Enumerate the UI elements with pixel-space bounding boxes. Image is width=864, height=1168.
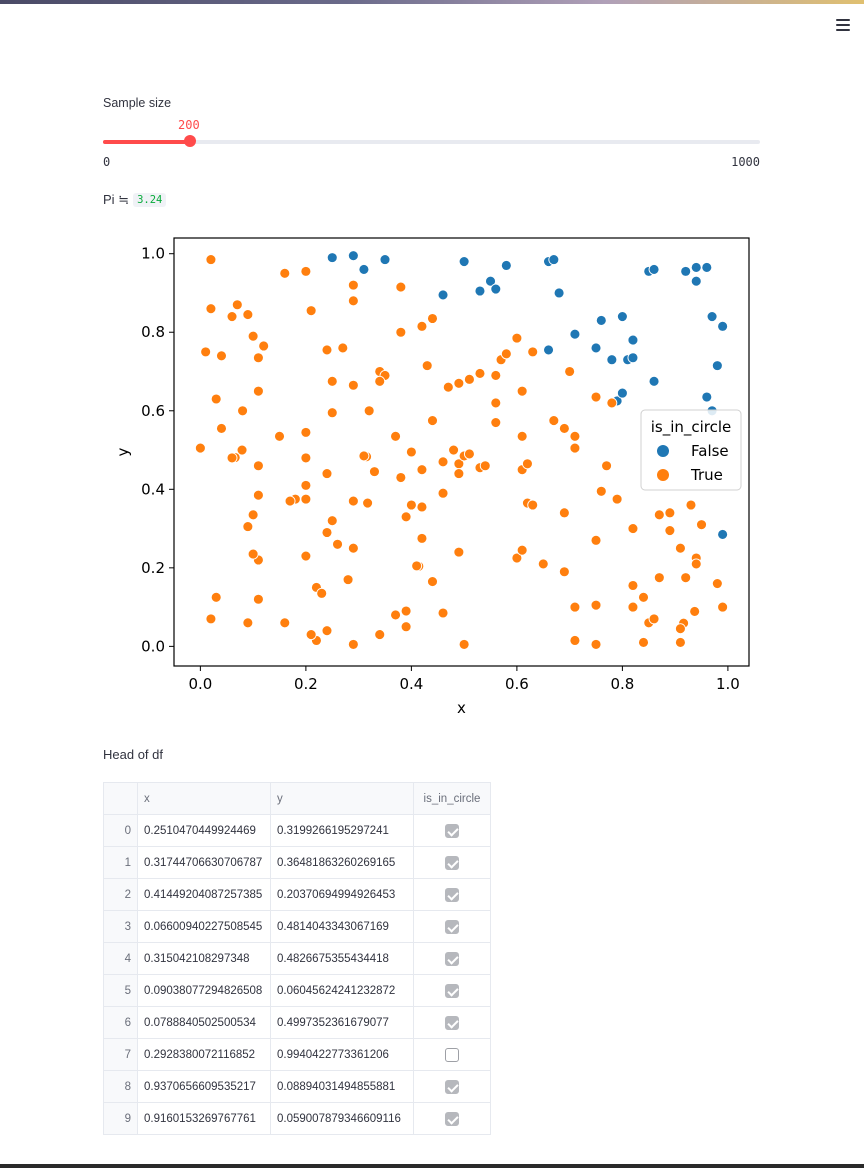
- row-index-cell: 3: [104, 911, 138, 943]
- data-point-true: [301, 427, 311, 437]
- data-point-true: [464, 449, 474, 459]
- data-point-true: [443, 382, 453, 392]
- sample-size-slider[interactable]: [103, 140, 760, 144]
- data-point-true: [570, 635, 580, 645]
- table-row[interactable]: [104, 815, 491, 847]
- data-point-true: [570, 443, 580, 453]
- checkbox-checked-icon: [445, 1016, 459, 1030]
- data-point-true: [301, 480, 311, 490]
- checkbox-checked-icon: [445, 856, 459, 870]
- y-axis-label: y: [114, 447, 132, 457]
- slider-fill: [103, 140, 190, 144]
- table-row[interactable]: [104, 1007, 491, 1039]
- hamburger-icon: [836, 29, 850, 31]
- data-point-false: [327, 253, 337, 263]
- data-point-false: [702, 262, 712, 272]
- data-point-true: [591, 600, 601, 610]
- data-point-false: [702, 392, 712, 402]
- data-point-true: [464, 374, 474, 384]
- data-point-false: [459, 257, 469, 267]
- data-point-false: [348, 251, 358, 261]
- data-point-true: [422, 361, 432, 371]
- data-point-true: [570, 431, 580, 441]
- data-point-true: [406, 500, 416, 510]
- data-point-false: [617, 388, 627, 398]
- data-point-true: [559, 508, 569, 518]
- data-point-true: [675, 637, 685, 647]
- is-in-circle-cell: [414, 911, 491, 943]
- column-header-index: [104, 783, 138, 815]
- checkbox-checked-icon: [445, 824, 459, 838]
- data-point-true: [559, 423, 569, 433]
- data-point-true: [638, 637, 648, 647]
- y-cell: 0.36481863260269165: [271, 847, 414, 879]
- data-point-true: [549, 416, 559, 426]
- x-tick-label: 1.0: [715, 675, 740, 693]
- data-point-true: [211, 394, 221, 404]
- is-in-circle-cell: [414, 1007, 491, 1039]
- data-point-true: [333, 539, 343, 549]
- data-point-true: [359, 451, 369, 461]
- x-cell: 0.2928380072116852: [138, 1039, 271, 1071]
- data-point-true: [253, 386, 263, 396]
- x-tick-label: 0.4: [399, 675, 424, 693]
- x-tick-label: 0.6: [504, 675, 529, 693]
- data-point-true: [417, 502, 427, 512]
- data-point-true: [396, 282, 406, 292]
- data-point-false: [649, 376, 659, 386]
- data-point-true: [501, 349, 511, 359]
- data-point-false: [628, 353, 638, 363]
- data-point-true: [438, 608, 448, 618]
- table-row[interactable]: [104, 1071, 491, 1103]
- data-point-true: [491, 398, 501, 408]
- data-point-true: [517, 431, 527, 441]
- data-point-true: [216, 423, 226, 433]
- data-point-false: [718, 529, 728, 539]
- window-bottom-edge: [0, 1164, 864, 1168]
- data-point-true: [216, 351, 226, 361]
- data-point-false: [475, 286, 485, 296]
- data-point-true: [232, 300, 242, 310]
- data-point-true: [348, 296, 358, 306]
- data-point-false: [691, 262, 701, 272]
- y-cell: 0.4997352361679077: [271, 1007, 414, 1039]
- data-point-true: [211, 592, 221, 602]
- scatter-chart: [100, 222, 770, 732]
- data-point-true: [327, 408, 337, 418]
- data-point-true: [697, 520, 707, 530]
- x-cell: 0.41449204087257385: [138, 879, 271, 911]
- df-title: Head of df: [103, 747, 163, 762]
- data-point-true: [649, 614, 659, 624]
- data-point-true: [206, 614, 216, 624]
- data-point-true: [391, 610, 401, 620]
- data-point-false: [596, 315, 606, 325]
- data-point-true: [275, 431, 285, 441]
- data-point-true: [206, 304, 216, 314]
- data-point-true: [253, 461, 263, 471]
- data-point-true: [253, 594, 263, 604]
- table-row[interactable]: [104, 847, 491, 879]
- data-point-true: [348, 280, 358, 290]
- data-point-true: [322, 469, 332, 479]
- data-point-true: [259, 341, 269, 351]
- data-point-true: [285, 496, 295, 506]
- y-tick-label: 0.6: [141, 401, 165, 420]
- x-axis-label: x: [457, 699, 466, 717]
- data-point-true: [406, 447, 416, 457]
- data-point-true: [522, 459, 532, 469]
- checkbox-checked-icon: [445, 1080, 459, 1094]
- data-point-true: [454, 469, 464, 479]
- data-point-false: [707, 312, 717, 322]
- y-cell: 0.4814043343067169: [271, 911, 414, 943]
- data-point-true: [396, 327, 406, 337]
- data-point-true: [280, 618, 290, 628]
- y-cell: 0.9940422773361206: [271, 1039, 414, 1071]
- data-point-true: [454, 378, 464, 388]
- pi-estimate: [103, 192, 166, 208]
- data-point-true: [665, 508, 675, 518]
- legend-marker-true: [657, 469, 669, 481]
- data-point-true: [654, 510, 664, 520]
- data-point-true: [364, 406, 374, 416]
- data-point-false: [491, 284, 501, 294]
- y-cell: 0.4826675355434418: [271, 943, 414, 975]
- is-in-circle-cell: [414, 943, 491, 975]
- data-point-false: [628, 335, 638, 345]
- top-decoration-bar: [0, 0, 864, 4]
- y-cell: 0.059007879346609116: [271, 1103, 414, 1135]
- data-point-true: [718, 602, 728, 612]
- data-point-true: [306, 306, 316, 316]
- checkbox-checked-icon: [445, 984, 459, 998]
- y-tick-label: 0.8: [141, 323, 165, 342]
- is-in-circle-cell: [414, 879, 491, 911]
- row-index-cell: 9: [104, 1103, 138, 1135]
- data-point-true: [401, 606, 411, 616]
- data-point-true: [227, 312, 237, 322]
- data-point-true: [675, 624, 685, 634]
- data-point-false: [549, 255, 559, 265]
- data-point-false: [607, 355, 617, 365]
- data-point-true: [417, 465, 427, 475]
- table-row[interactable]: [104, 1039, 491, 1071]
- data-point-true: [528, 347, 538, 357]
- checkbox-checked-icon: [445, 952, 459, 966]
- row-index-cell: 2: [104, 879, 138, 911]
- column-header-x[interactable]: x: [138, 783, 271, 815]
- data-point-true: [665, 526, 675, 536]
- checkbox-checked-icon: [445, 888, 459, 902]
- row-index-cell: 6: [104, 1007, 138, 1039]
- row-index-cell: 0: [104, 815, 138, 847]
- data-point-true: [491, 370, 501, 380]
- data-point-true: [591, 639, 601, 649]
- data-point-true: [412, 561, 422, 571]
- data-point-true: [322, 527, 332, 537]
- data-point-true: [491, 418, 501, 428]
- data-point-true: [348, 543, 358, 553]
- data-point-true: [401, 622, 411, 632]
- y-cell: 0.06045624241232872: [271, 975, 414, 1007]
- data-point-true: [517, 386, 527, 396]
- data-point-true: [237, 445, 247, 455]
- data-point-true: [375, 376, 385, 386]
- y-tick-label: 1.0: [141, 244, 165, 263]
- legend-marker-false: [657, 445, 669, 457]
- data-point-false: [591, 343, 601, 353]
- pi-label: Pi ≒: [103, 192, 130, 207]
- data-point-false: [554, 288, 564, 298]
- data-point-true: [480, 461, 490, 471]
- legend-label-true: True: [691, 466, 723, 484]
- data-point-true: [638, 592, 648, 602]
- data-point-true: [301, 266, 311, 276]
- data-point-false: [359, 264, 369, 274]
- row-index-cell: 7: [104, 1039, 138, 1071]
- data-point-true: [301, 551, 311, 561]
- column-header-is-in-circle[interactable]: is_in_circle: [414, 783, 491, 815]
- pi-value: 3.24: [133, 193, 166, 207]
- data-point-true: [690, 606, 700, 616]
- data-point-true: [322, 626, 332, 636]
- data-point-true: [195, 443, 205, 453]
- data-point-true: [248, 331, 258, 341]
- x-cell: 0.0788840502500534: [138, 1007, 271, 1039]
- data-point-true: [596, 486, 606, 496]
- data-point-true: [675, 543, 685, 553]
- table-row[interactable]: [104, 1103, 491, 1135]
- data-point-true: [327, 516, 337, 526]
- data-point-true: [306, 630, 316, 640]
- dataframe-table[interactable]: [103, 782, 491, 1135]
- table-header-row: [104, 783, 491, 815]
- data-point-true: [427, 313, 437, 323]
- table-row[interactable]: [104, 911, 491, 943]
- checkbox-checked-icon: [445, 920, 459, 934]
- is-in-circle-cell: [414, 975, 491, 1007]
- data-point-true: [322, 345, 332, 355]
- data-point-true: [401, 512, 411, 522]
- data-point-false: [617, 312, 627, 322]
- is-in-circle-cell: [414, 1071, 491, 1103]
- data-point-true: [248, 510, 258, 520]
- table-row[interactable]: [104, 943, 491, 975]
- data-point-true: [227, 453, 237, 463]
- data-point-true: [348, 380, 358, 390]
- data-point-true: [343, 575, 353, 585]
- data-point-true: [253, 353, 263, 363]
- slider-max-label: 1000: [731, 155, 760, 169]
- data-point-true: [691, 559, 701, 569]
- data-point-true: [607, 398, 617, 408]
- data-point-true: [375, 630, 385, 640]
- row-index-cell: 8: [104, 1071, 138, 1103]
- data-point-true: [396, 473, 406, 483]
- slider-label: Sample size: [103, 96, 172, 110]
- data-point-true: [628, 581, 638, 591]
- row-index-cell: 1: [104, 847, 138, 879]
- data-point-true: [686, 500, 696, 510]
- data-point-true: [681, 573, 691, 583]
- hamburger-icon: [836, 19, 850, 21]
- data-point-true: [201, 347, 211, 357]
- row-index-cell: 5: [104, 975, 138, 1007]
- data-point-true: [438, 488, 448, 498]
- data-point-true: [712, 579, 722, 589]
- x-tick-label: 0.8: [610, 675, 635, 693]
- data-point-false: [712, 361, 722, 371]
- data-point-true: [253, 490, 263, 500]
- data-point-false: [681, 266, 691, 276]
- data-point-true: [628, 524, 638, 534]
- data-point-false: [649, 264, 659, 274]
- data-point-true: [417, 533, 427, 543]
- is-in-circle-cell: [414, 1103, 491, 1135]
- data-point-true: [427, 577, 437, 587]
- x-tick-label: 0.0: [188, 675, 213, 693]
- data-point-true: [512, 333, 522, 343]
- data-point-true: [427, 416, 437, 426]
- data-point-false: [380, 255, 390, 265]
- y-cell: 0.08894031494855881: [271, 1071, 414, 1103]
- data-point-true: [654, 573, 664, 583]
- data-point-true: [363, 498, 373, 508]
- data-point-false: [544, 345, 554, 355]
- data-point-true: [243, 310, 253, 320]
- data-point-true: [391, 431, 401, 441]
- data-point-false: [718, 321, 728, 331]
- checkbox-unchecked-icon: [445, 1048, 459, 1062]
- data-point-true: [348, 496, 358, 506]
- x-cell: 0.31744706630706787: [138, 847, 271, 879]
- data-point-true: [517, 545, 527, 555]
- data-point-true: [338, 343, 348, 353]
- y-tick-label: 0.4: [141, 480, 165, 499]
- data-point-true: [612, 494, 622, 504]
- data-point-true: [417, 321, 427, 331]
- data-point-true: [628, 602, 638, 612]
- data-point-true: [301, 453, 311, 463]
- data-point-true: [243, 522, 253, 532]
- slider-min-label: 0: [103, 155, 111, 169]
- slider-current-value: 200: [178, 118, 200, 132]
- data-point-true: [559, 567, 569, 577]
- x-cell: 0.2510470449924469: [138, 815, 271, 847]
- is-in-circle-cell: [414, 815, 491, 847]
- main-menu-button[interactable]: [834, 16, 852, 34]
- legend-label-false: False: [691, 442, 729, 460]
- y-cell: 0.3199266195297241: [271, 815, 414, 847]
- x-cell: 0.9370656609535217: [138, 1071, 271, 1103]
- data-point-true: [238, 406, 248, 416]
- data-point-true: [348, 639, 358, 649]
- data-point-true: [459, 639, 469, 649]
- data-point-true: [206, 255, 216, 265]
- is-in-circle-cell: [414, 1039, 491, 1071]
- y-tick-label: 0.2: [141, 558, 165, 577]
- data-point-true: [591, 392, 601, 402]
- data-point-false: [570, 329, 580, 339]
- is-in-circle-cell: [414, 847, 491, 879]
- data-point-true: [248, 549, 258, 559]
- x-cell: 0.9160153269767761: [138, 1103, 271, 1135]
- column-header-y[interactable]: y: [271, 783, 414, 815]
- data-point-true: [591, 535, 601, 545]
- data-point-true: [243, 618, 253, 628]
- data-point-true: [438, 457, 448, 467]
- data-point-true: [602, 461, 612, 471]
- y-cell: 0.20370694994926453: [271, 879, 414, 911]
- table-row[interactable]: [104, 879, 491, 911]
- data-point-false: [438, 290, 448, 300]
- table-row[interactable]: [104, 975, 491, 1007]
- data-point-false: [501, 260, 511, 270]
- x-cell: 0.315042108297348: [138, 943, 271, 975]
- data-point-false: [691, 276, 701, 286]
- data-point-true: [369, 467, 379, 477]
- y-tick-label: 0.0: [141, 637, 165, 656]
- checkbox-checked-icon: [445, 1112, 459, 1126]
- data-point-true: [538, 559, 548, 569]
- data-point-true: [327, 376, 337, 386]
- legend-title: is_in_circle: [650, 418, 732, 436]
- scatter-chart-svg: [100, 222, 770, 732]
- x-tick-label: 0.2: [293, 675, 318, 693]
- data-point-true: [301, 494, 311, 504]
- row-index-cell: 4: [104, 943, 138, 975]
- hamburger-icon: [836, 24, 850, 26]
- data-point-true: [570, 602, 580, 612]
- data-point-true: [449, 445, 459, 455]
- data-point-true: [475, 368, 485, 378]
- data-point-true: [280, 268, 290, 278]
- slider-thumb[interactable]: [184, 135, 196, 147]
- data-point-true: [317, 588, 327, 598]
- data-point-true: [528, 500, 538, 510]
- data-point-true: [454, 547, 464, 557]
- x-cell: 0.09038077294826508: [138, 975, 271, 1007]
- data-point-true: [565, 367, 575, 377]
- x-cell: 0.06600940227508545: [138, 911, 271, 943]
